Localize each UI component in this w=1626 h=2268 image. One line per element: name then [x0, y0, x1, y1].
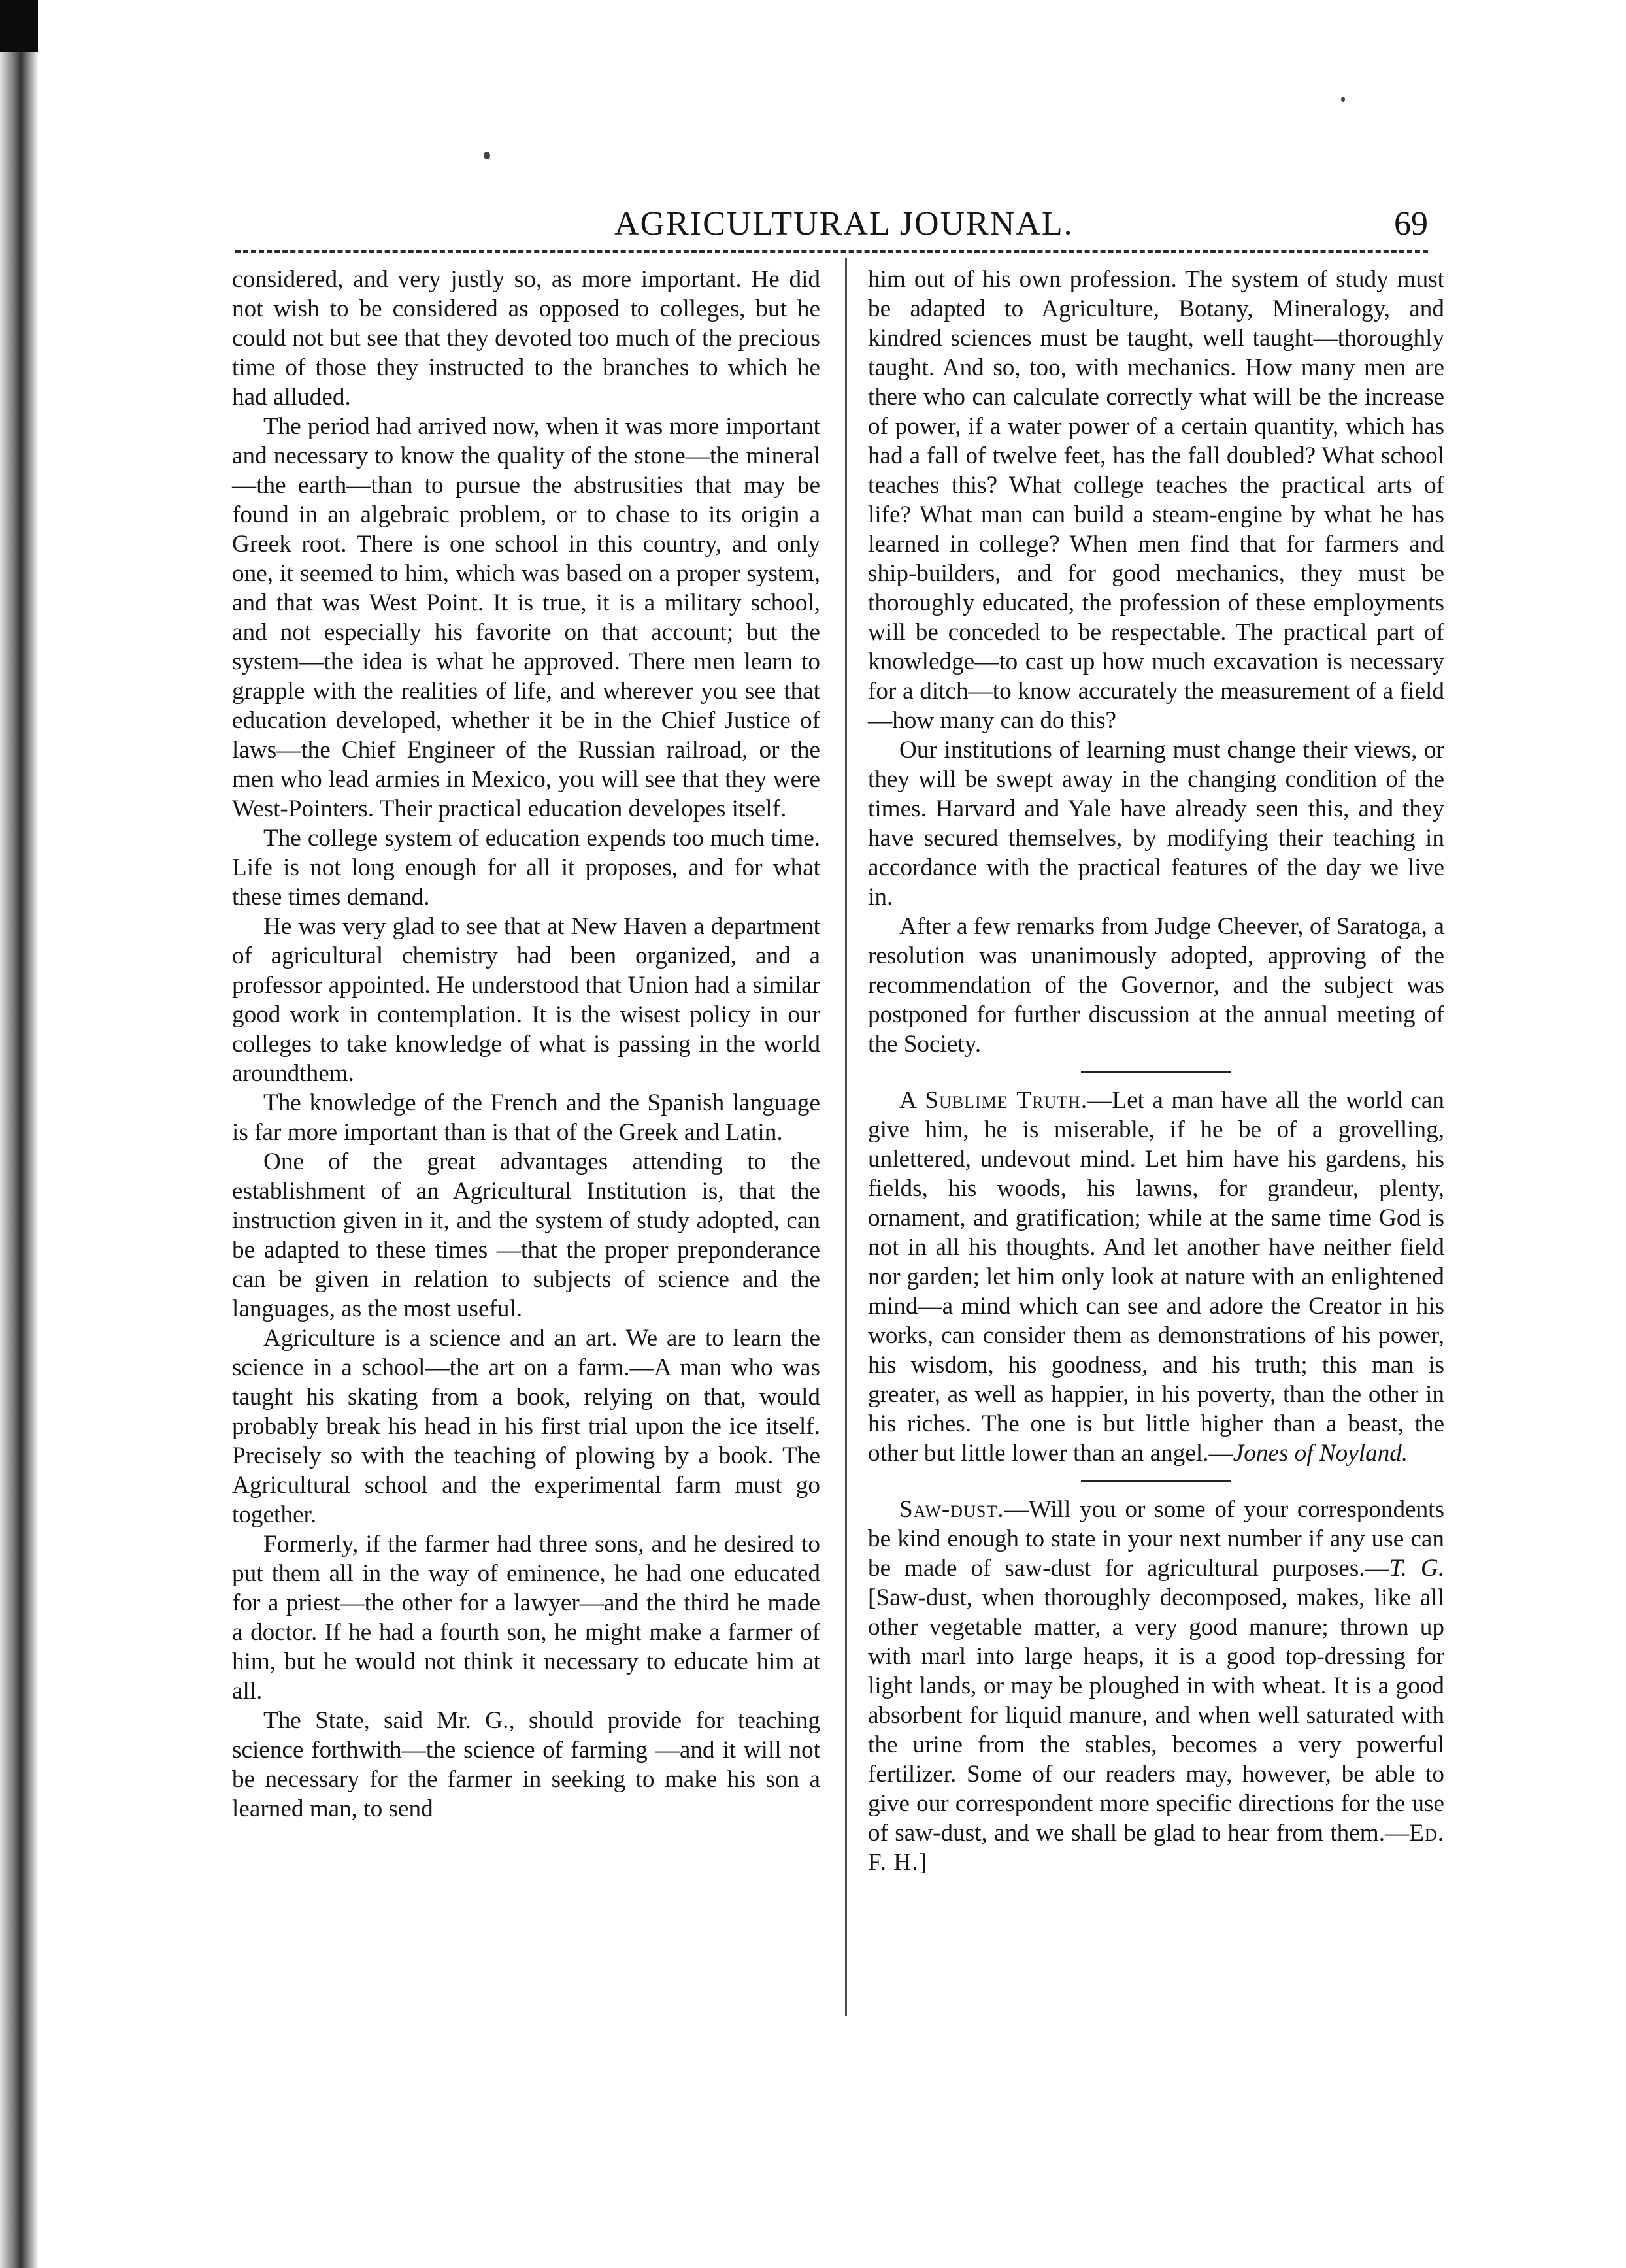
section-separator	[1081, 1071, 1231, 1073]
editor-reply: [Saw-dust, when thoroughly decomposed, makes, like all other vegetable matter, a very good manure; thrown up with marl into large heaps, it is a good top-dressing for light lands, or may be ploughed in with wheat. It is a good absorbent for liquid manure, and when well saturated with the urine from the stables, becomes a very powerful fertilizer. Some of our readers may, however, be able to give our correspondent more specific directions for the use of saw-dust, and we shall be glad to hear from them.—	[868, 1584, 1444, 1846]
editor-signature: Ed. F. H.]	[868, 1820, 1444, 1876]
paragraph: The period had arrived now, when it was more important and necessary to know the quality of the stone—the mineral—the earth—than to pursue the abstrusities that may be found in an algebraic problem, or to chase to its origin a Greek root. There is one school in this country, and only one, it seemed to him, which was based on a proper system, and that was West Point. It is true, it is a military school, and not especially his favorite on that account; but the system—the idea is what he approved. There men learn to grapple with the realities of life, and wherever you see that education developed, whether it be in the Chief Justice of laws—the Chief Engineer of the Russian railroad, or the men who lead armies in Mexico, you will see that they were West-Pointers. Their practical education developes itself.	[232, 413, 820, 822]
page-number: 69	[1394, 205, 1428, 242]
sublime-truth-article	[868, 1086, 1444, 1468]
right-column	[868, 265, 1444, 1877]
print-speck	[484, 152, 490, 159]
paragraph: Formerly, if the farmer had three sons, and he desired to put them all in the way of eminence, he had one educated for a priest—the other for a lawyer—and the third he made a doctor. If he had a fourth son, he might make a farmer of him, but he would not think it necessary to educate him at all.	[232, 1531, 820, 1705]
paragraph: The State, said Mr. G., should provide for teaching science forthwith—the science of farming —and it will not be necessary for the farmer in seeking to make his son a learned man, to send	[232, 1707, 820, 1822]
paragraph: considered, and very justly so, as more important. He did not wish to be considered as opposed to colleges, but he could not but see that they devoted too much of the precious time of those they instructed to the branches to which he had alluded.	[232, 266, 820, 410]
article-signature: T. G.	[1389, 1555, 1444, 1582]
paragraph: He was very glad to see that at New Haven a department of agricultural chemistry had been organized, and a professor appointed. He understood that Union had a similar good work in contemplation. It is the wisest policy in our colleges to take knowledge of what is passing in the world aroundthem.	[232, 913, 820, 1087]
running-title: AGRICULTURAL JOURNAL.	[614, 205, 1074, 242]
article-text: —Will you or some of your correspondents be kind enough to state in your next number if any use can be made of saw-dust for agricultural purposes.—	[868, 1496, 1444, 1582]
paragraph: One of the great advantages attending to the establishment of an Agricultural Institution is, that the instruction given in it, and the system of study adopted, can be adapted to these times —that the proper preponderance can be given in relation to subjects of science and the languages, as the most useful.	[232, 1148, 820, 1322]
article-heading: Saw-dust.	[899, 1496, 1004, 1523]
left-column	[232, 265, 820, 1824]
paragraph: The knowledge of the French and the Spanish language is far more important than is that of the Greek and Latin.	[232, 1090, 820, 1146]
page-header	[235, 199, 1428, 258]
article-attribution: Jones of Noyland.	[1233, 1440, 1408, 1467]
column-divider	[845, 258, 847, 2016]
saw-dust-article	[868, 1495, 1444, 1877]
article-text: —Let a man have all the world can give him, he is miserable, if he be of a grovelling, unlettered, undevout mind. Let him have his gardens, his fields, his woods, his lawns, for grandeur, plenty, ornament, and gratification; while at the same time God is not in all his thoughts. And let another have neither field nor garden; let him only look at nature with an enlightened mind—a mind which can see and adore the Creator in his works, can consider them as demonstrations of his power, his wisdom, his goodness, and his truth; this man is greater, as well as happier, in his poverty, than the other in his riches. The one is but little higher than a beast, the other but little lower than an angel.—	[868, 1087, 1444, 1467]
page-binding-edge	[0, 0, 38, 2268]
paragraph: Our institutions of learning must change their views, or they will be swept away in the changing condition of the times. Harvard and Yale have already seen this, and they have secured themselves, by modifying their teaching in accordance with the practical features of the day we live in.	[868, 737, 1444, 910]
paragraph: Agriculture is a science and an art. We are to learn the science in a school—the art on a farm.—A man who was taught his skating from a book, relying on that, would probably break his head in his first trial upon the ice itself. Precisely so with the teaching of plowing by a book. The Agricultural school and the experimental farm must go together.	[232, 1325, 820, 1528]
print-speck	[1341, 97, 1345, 102]
article-heading: A Sublime Truth.	[899, 1087, 1088, 1114]
header-rule	[235, 250, 1428, 253]
section-separator	[1081, 1480, 1231, 1482]
paragraph: The college system of education expends too much time. Life is not long enough for all it proposes, and for what these times demand.	[232, 825, 820, 910]
paragraph: him out of his own profession. The system of study must be adapted to Agriculture, Botany, Mineralogy, and kindred sciences must be taught, well taught—thoroughly taught. And so, too, with mechanics. How many men are there who can calculate correctly what will be the increase of power, if a water power of a certain quantity, which has had a fall of twelve feet, has the fall doubled? What school teaches this? What college teaches the practical arts of life? What man can build a steam-engine by what he has learned in college? When men find that for farmers and ship-builders, and for good mechanics, they must be thoroughly educated, the profession of these employments will be conceded to be respectable. The practical part of knowledge—to cast up how much excavation is necessary for a ditch—to know accurately the measurement of a field—how many can do this?	[868, 266, 1444, 734]
binding-shadow	[0, 0, 38, 52]
paragraph: After a few remarks from Judge Cheever, of Saratoga, a resolution was unanimously adopted, approving of the recommendation of the Governor, and the subject was postponed for further discussion at the annual meeting of the Society.	[868, 913, 1444, 1058]
